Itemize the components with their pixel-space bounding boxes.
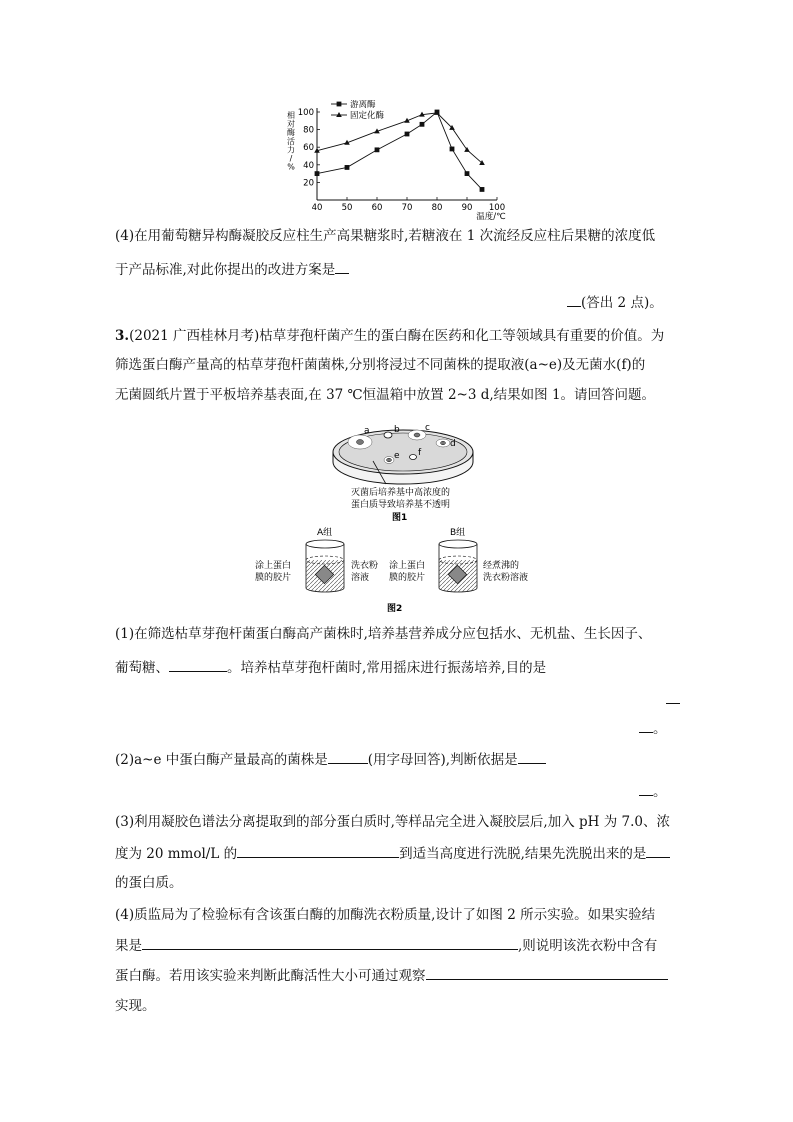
q3-3-line2 (115, 843, 670, 864)
x-tick-label: 100 (488, 203, 506, 213)
y-tick-label: 40 (303, 160, 314, 171)
x-tick-label: 40 (311, 203, 323, 213)
fig1-note-line1: 灭菌后培养基中高浓度的 (351, 488, 451, 498)
a-left-line2: 膜的胶片 (255, 573, 292, 583)
group-b-label: B组 (450, 528, 466, 538)
q2-4-tail-text: (答出 2 点)。 (581, 295, 663, 311)
q3-2-end-text: 。 (653, 784, 667, 800)
legend-label-1: 固定化酶 (350, 111, 385, 121)
beaker-b-top (439, 540, 477, 548)
x-tick-label: 50 (341, 203, 353, 213)
q3-number: 3. (115, 328, 130, 344)
disc-d (441, 441, 446, 445)
q3-1-end (639, 718, 667, 739)
q3-stem-line2: 筛选蛋白酶产量高的枯草芽孢杆菌菌株,分别将浸过不同菌株的提取液(a~e)及无菌水(f)的 (115, 357, 646, 373)
x-tick-label: 90 (461, 203, 473, 213)
beaker-a-top (306, 540, 344, 548)
q3-2-a: (2)a~e 中蛋白酶产量最高的菌株是 (115, 752, 328, 768)
q3-4-line2 (115, 935, 657, 956)
fig1-label-f: f (418, 448, 422, 458)
data-point-square (420, 122, 425, 127)
q3-4-line1: (4)质监局为了检验标有含该蛋白酶的加酶洗衣粉质量,设计了如图 2 所示实验。如果实验结 (115, 907, 656, 923)
answer-blank (518, 749, 546, 764)
q3-4-line3a: 蛋白酶。若用该实验来判断此酶活性大小可通过观察 (115, 968, 426, 984)
y-tick-label: 60 (303, 143, 314, 154)
answer-blank (237, 843, 399, 858)
y-axis-label: 相对酶活力/ % (287, 111, 295, 172)
q3-4-line2b: ,则说明该洗衣粉中含有 (518, 938, 658, 954)
x-tick-label: 80 (431, 203, 443, 213)
a-right-line2: 溶液 (351, 573, 370, 583)
data-point-square (480, 187, 485, 192)
legend-marker-triangle (336, 112, 342, 117)
q2-4-line1: (4)在用葡萄糖异构酶凝胶反应柱生产高果糖浆时,若糖液在 1 次流经反应柱后果糖的浓度低 (115, 228, 656, 244)
fig1-label-c: c (425, 423, 430, 433)
data-point-square (450, 147, 455, 152)
q3-3-line2a: 度为 20 mmol/L 的 (115, 846, 238, 862)
q3-1-line2a: 葡萄糖、 (115, 660, 169, 676)
data-point-square (465, 171, 470, 176)
q3-line1-text: (2021 广西桂林月考)枯草芽孢杆菌产生的蛋白酶在医药和化工等领域具有重要的价值。为 (129, 328, 665, 344)
q2-4-line2 (115, 259, 349, 280)
answer-blank (328, 749, 368, 764)
q3-1-end-text: 。 (653, 721, 667, 737)
fig1-caption: 图1 (392, 513, 408, 523)
disc-b (384, 432, 392, 438)
data-point-square (375, 147, 380, 152)
q3-3-line2b: 到适当高度进行洗脱,结果先洗脱出来的是 (399, 846, 647, 862)
disc-e (387, 458, 392, 462)
q3-1-line2b: 。培养枯草芽孢杆菌时,常用摇床进行振荡培养,目的是 (227, 660, 547, 676)
q3-2-end (639, 781, 667, 802)
answer-blank (639, 781, 653, 796)
answer-blank (426, 965, 668, 980)
data-point-square (315, 171, 320, 176)
b-right-line1: 经煮沸的 (483, 561, 520, 571)
q3-4-line4: 实现。 (115, 998, 156, 1014)
fig1-note-line2: 蛋白质导致培养基不透明 (351, 500, 451, 510)
q3-2-b: (用字母回答),判断依据是 (367, 752, 518, 768)
q3-3-line3: 的蛋白质。 (115, 875, 183, 891)
fig1-label-b: b (394, 425, 400, 435)
x-tick-label: 70 (401, 203, 413, 213)
answer-blank (142, 935, 518, 950)
figure2-beakers (250, 524, 550, 616)
figure1-petri-dish (328, 416, 478, 524)
answer-blank (567, 292, 581, 307)
q3-stem-line1 (115, 326, 664, 346)
answer-blank (169, 657, 227, 672)
y-tick-label: 100 (297, 108, 314, 118)
group-a-label: A组 (317, 528, 333, 538)
fig1-label-e: e (394, 451, 400, 461)
data-point-square (345, 165, 350, 170)
q3-stem-line3: 无菌圆纸片置于平板培养基表面,在 37 ℃恒温箱中放置 2~3 d,结果如图 1。请回答问题。 (115, 387, 656, 403)
disc-a (357, 440, 364, 445)
b-left-line1: 涂上蛋白 (389, 561, 426, 571)
answer-blank (666, 703, 680, 704)
q3-4-line2a: 果是 (115, 938, 142, 954)
b-left-line2: 膜的胶片 (389, 573, 426, 583)
x-axis-label: 温度/℃ (476, 212, 506, 220)
x-tick-label: 60 (371, 203, 383, 213)
q3-4-line3 (115, 965, 668, 986)
data-point-square (405, 132, 410, 137)
answer-blank (335, 259, 349, 274)
y-tick-label: 20 (303, 178, 314, 189)
q3-3-line1: (3)利用凝胶色谱法分离提取到的部分蛋白质时,等样品完全进入凝胶层后,加入 pH 为 7.0、浓 (115, 814, 670, 830)
fig2-caption: 图2 (387, 604, 403, 614)
q3-2-line1 (115, 749, 546, 770)
enzyme-activity-chart (285, 100, 515, 220)
q2-4-line2-text: 于产品标准,对此你提出的改进方案是 (115, 262, 336, 278)
a-right-line1: 洗衣粉 (351, 561, 379, 571)
b-right-line2: 洗衣粉溶液 (483, 573, 529, 583)
legend-label-0: 游离酶 (350, 100, 376, 110)
legend-marker-square (337, 102, 342, 107)
disc-c (414, 433, 420, 437)
disc-f (410, 455, 417, 460)
q2-4-tail (567, 292, 663, 313)
answer-blank (646, 843, 670, 858)
fig1-label-d: d (450, 439, 456, 449)
y-tick-label: 80 (303, 125, 314, 136)
q3-1-line1: (1)在筛选枯草芽孢杆菌蛋白酶高产菌株时,培养基营养成分应包括水、无机盐、生长因子、 (115, 626, 652, 642)
a-left-line1: 涂上蛋白 (255, 561, 292, 571)
q3-1-line2 (115, 657, 546, 678)
fig1-label-a: a (364, 426, 370, 436)
answer-blank (639, 718, 653, 733)
